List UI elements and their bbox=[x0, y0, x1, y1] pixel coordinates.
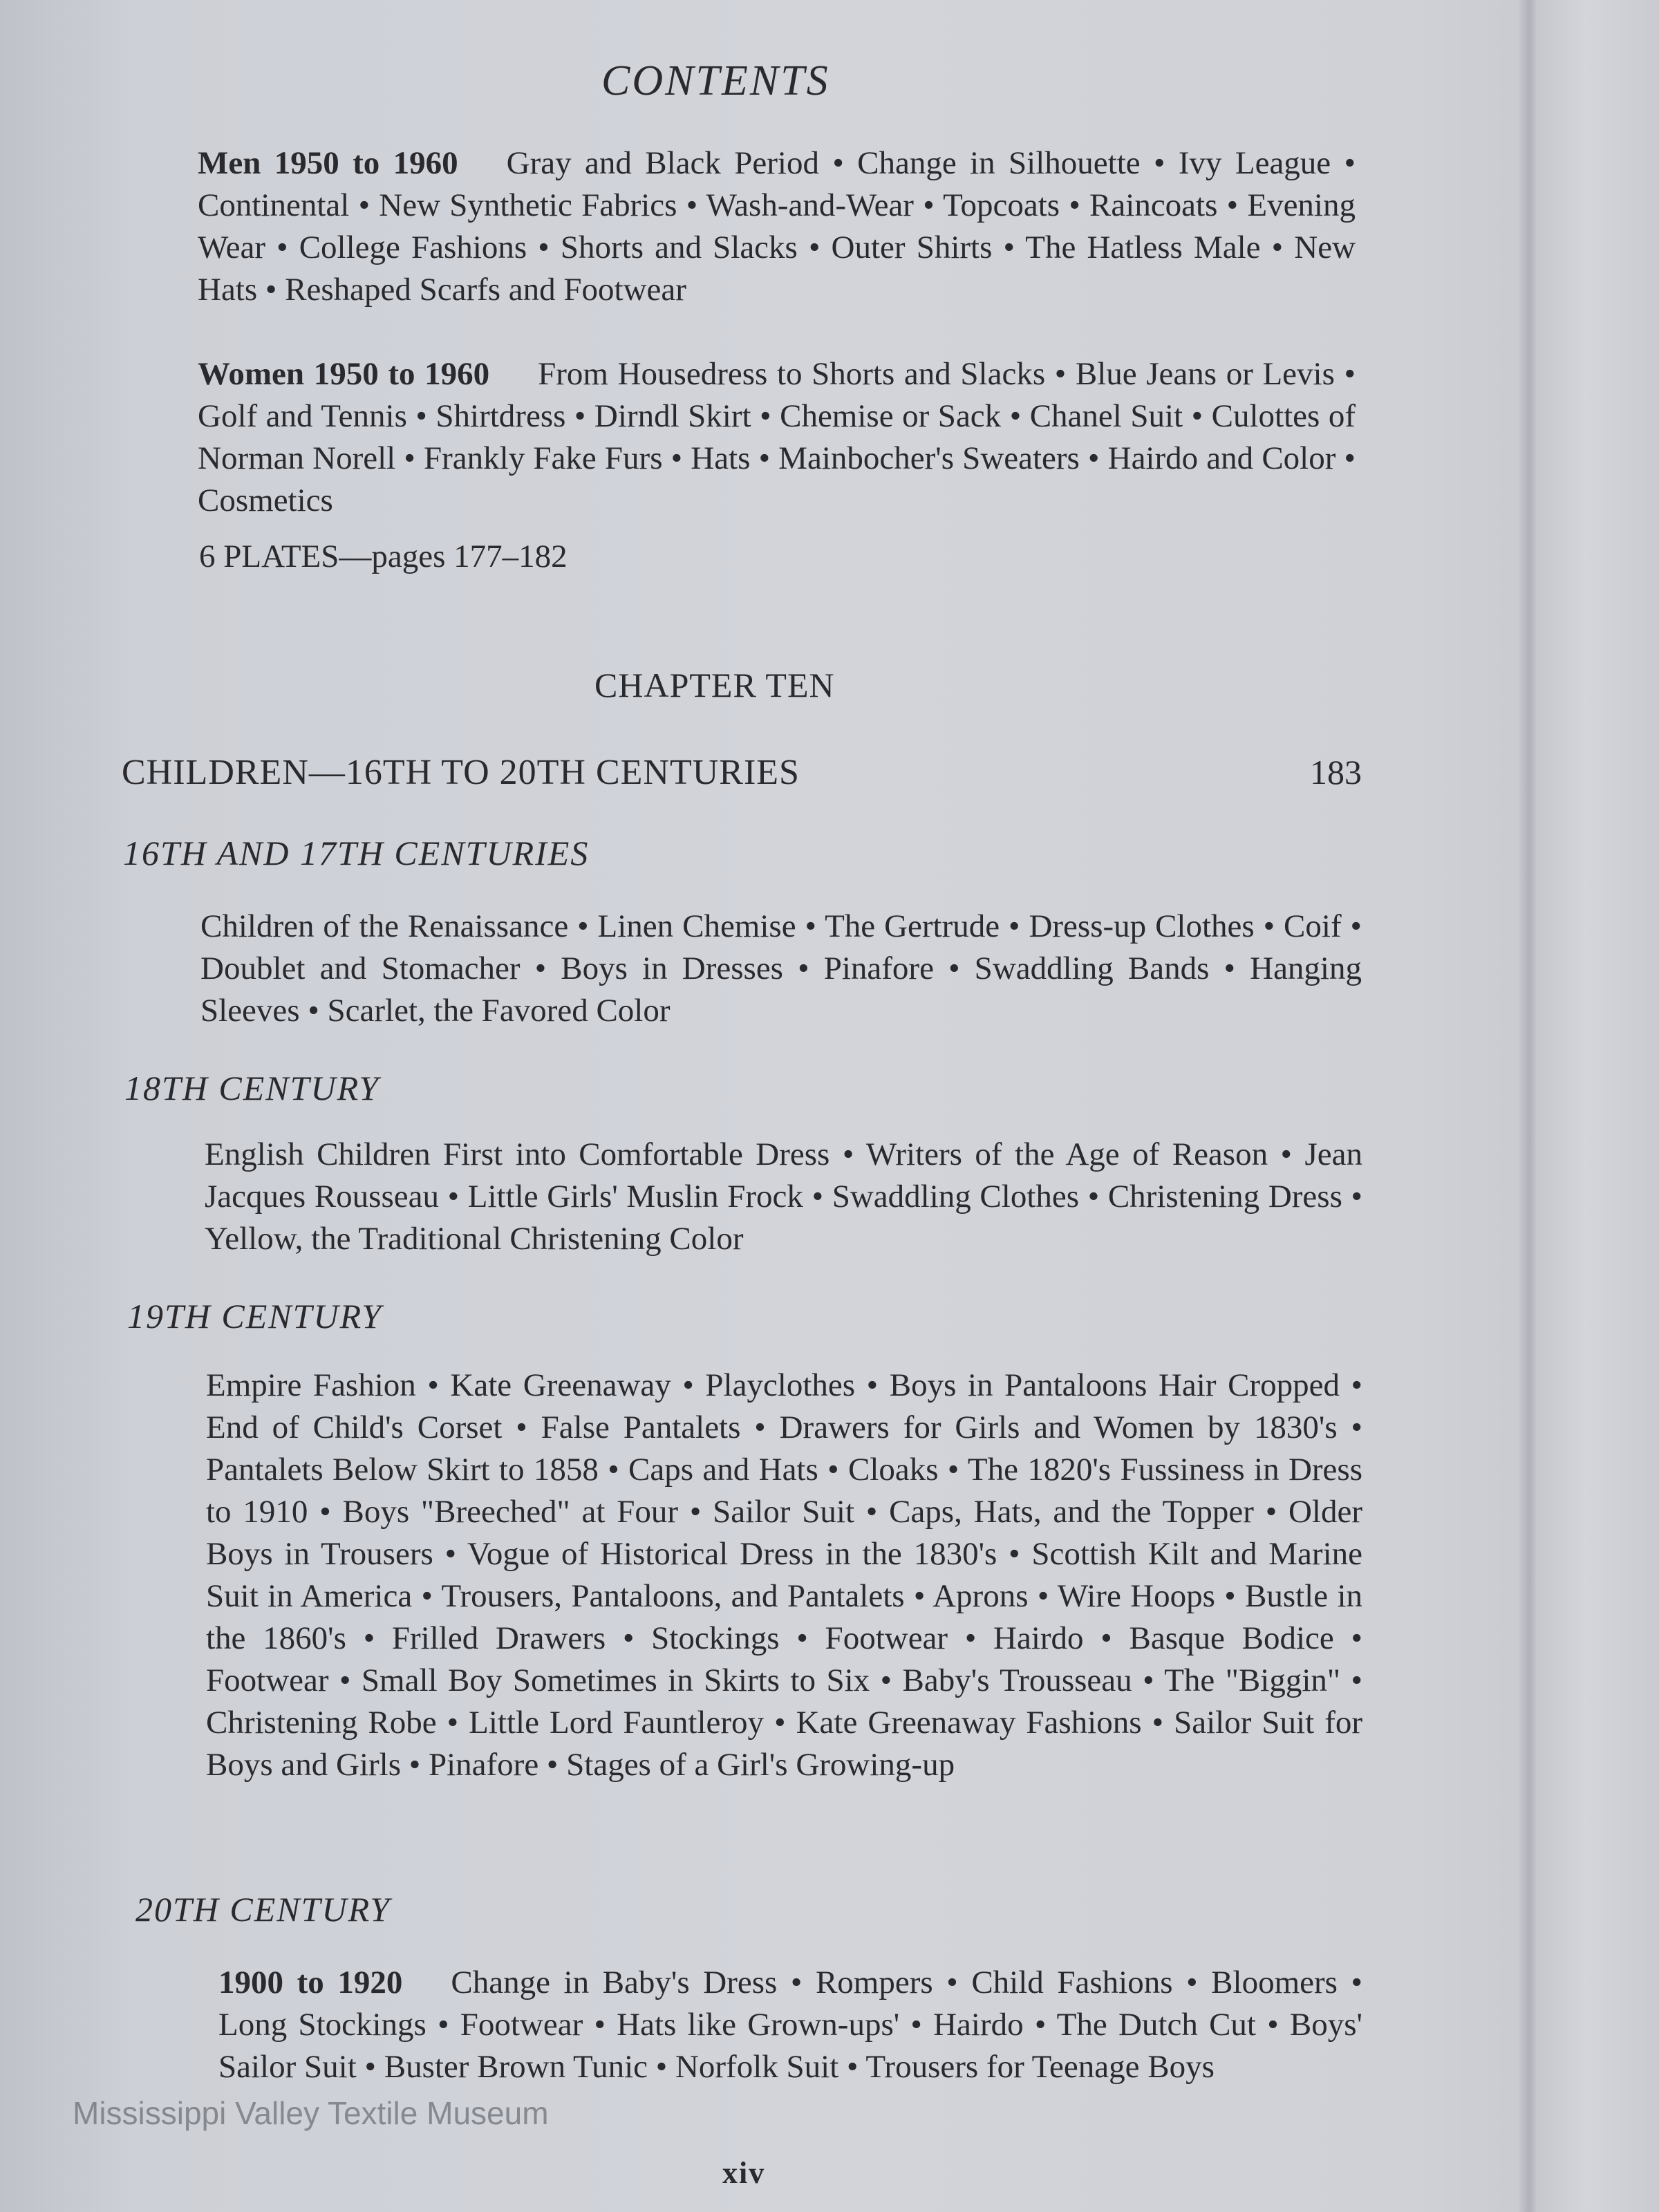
chapter-title: CHILDREN—16TH TO 20TH CENTURIES bbox=[122, 753, 800, 792]
men-entry-lead: Men 1950 to 1960 bbox=[198, 145, 458, 181]
women-entry bbox=[198, 353, 1356, 522]
men-entry bbox=[198, 142, 1356, 311]
women-entry-text: From Housedress to Shorts and Slacks • Blue Jeans or Levis • Golf and Tennis • Shirtdress • Dirndl Skirt • Chemise or Sack • Chanel Suit • Culottes of Norman Norell • Frankly Fake Furs • Hats • Mainbocher's Sweaters • Hairdo and Color • Cosmetics bbox=[198, 356, 1356, 518]
section-text-16th-17th: Children of the Renaissance • Linen Chemise • The Gertrude • Dress-up Clothes • Coif • Doublet and Stomacher • Boys in Dresses • Pinafore • Swaddling Bands • Hanging Sleeves • Scarlet, the Favored Color bbox=[200, 908, 1362, 1029]
page-folio: xiv bbox=[722, 2156, 766, 2190]
men-entry-text: Gray and Black Period • Change in Silhouette • Ivy League • Continental • New Synthetic Fabrics • Wash-and-Wear • Topcoats • Raincoats • Evening Wear • College Fashions • Shorts and Slacks • Outer Shirts • The Hatless Male • New Hats • Reshaped Scarfs and Footwear bbox=[198, 145, 1356, 308]
facing-page-edge bbox=[1538, 0, 1659, 2212]
section-20th-text: Change in Baby's Dress • Rompers • Child Fashions • Bloomers • Long Stockings • Footwear • Hats like Grown-ups' • Hairdo • The Dutch Cut • Boys' Sailor Suit • Buster Brown Tunic • Norfolk Suit • Trousers for Teenage Boys bbox=[218, 1965, 1363, 2085]
section-text-18th: English Children First into Comfortable Dress • Writers of the Age of Reason • Jean Jacques Rousseau • Little Girls' Muslin Frock • Swaddling Clothes • Christening Dress • Yellow, the Traditional Christening Color bbox=[205, 1136, 1362, 1257]
section-heading-16th-17th: 16TH AND 17TH CENTURIES bbox=[123, 834, 590, 872]
section-heading-19th: 19TH CENTURY bbox=[127, 1297, 383, 1335]
section-heading-20th: 20TH CENTURY bbox=[135, 1890, 391, 1929]
chapter-page-number: 183 bbox=[1310, 753, 1362, 791]
watermark: Mississippi Valley Textile Museum bbox=[73, 2095, 549, 2131]
section-heading-18th: 18TH CENTURY bbox=[124, 1069, 380, 1107]
page-gutter-shadow bbox=[1517, 0, 1538, 2212]
section-20th-lead: 1900 to 1920 bbox=[218, 1965, 403, 2000]
contents-heading: CONTENTS bbox=[601, 57, 830, 104]
chapter-label: CHAPTER TEN bbox=[594, 666, 835, 704]
section-text-19th: Empire Fashion • Kate Greenaway • Playclothes • Boys in Pantaloons Hair Cropped • End of Child's Corset • False Pantalets • Drawers for Girls and Women by 1830's • Pantalets Below Skirt to 1858 • Caps and Hats • Cloaks • The 1820's Fussiness in Dress to 1910 • Boys "Breeched" at Four • Sailor Suit • Caps, Hats, and the Topper • Older Boys in Trousers • Vogue of Historical Dress in the 1830's • Scottish Kilt and Marine Suit in America • Trousers, Pantaloons, and Pantalets • Aprons • Wire Hoops • Bustle in the 1860's • Frilled Drawers • Stockings • Footwear • Hairdo • Basque Bodice • Footwear • Small Boy Sometimes in Skirts to Six • Baby's Trousseau • The "Biggin" • Christening Robe • Little Lord Fauntleroy • Kate Greenaway Fashions • Sailor Suit for Boys and Girls • Pinafore • Stages of a Girl's Growing-up bbox=[206, 1367, 1362, 1783]
section-text-20th bbox=[218, 1962, 1362, 2088]
plates-line: 6 PLATES—pages 177–182 bbox=[199, 538, 568, 574]
women-entry-lead: Women 1950 to 1960 bbox=[198, 356, 490, 392]
